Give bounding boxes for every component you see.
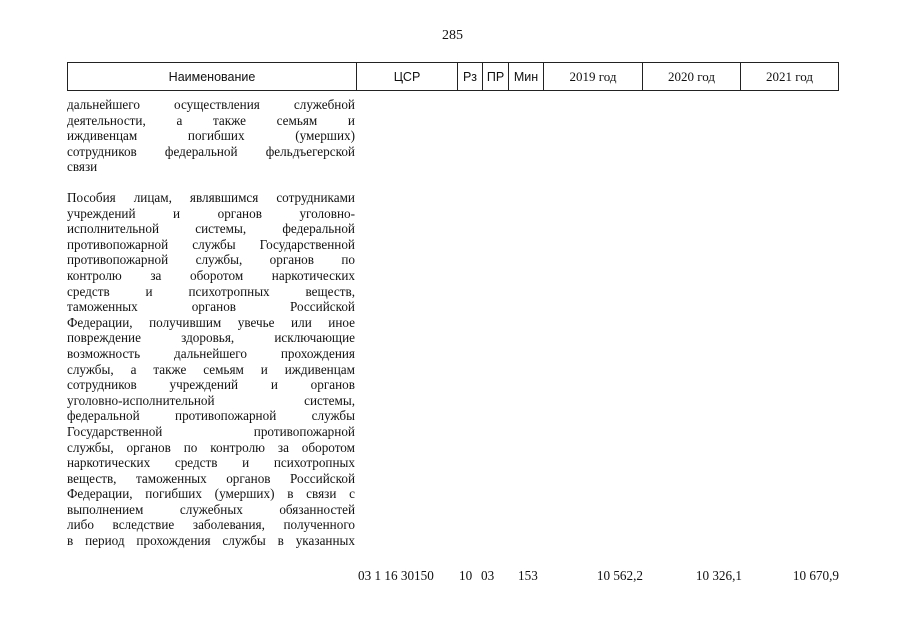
- text-line: деятельности, а также семьям и: [67, 112, 355, 128]
- text-line: иждивенцам погибших (умерших): [67, 128, 355, 144]
- text-line: таможенных органов Российской: [67, 299, 355, 315]
- text-line: связи: [67, 159, 98, 175]
- header-rz: Рз: [458, 63, 483, 90]
- row-rz: 10: [459, 568, 473, 583]
- header-2019: 2019 год: [544, 63, 643, 90]
- text-line: веществ, таможенных органов Российской: [67, 470, 355, 486]
- text-line: службы, органов по контролю за оборотом: [67, 439, 355, 455]
- row-min: 153: [518, 568, 538, 583]
- text-line: контролю за оборотом наркотических: [67, 267, 355, 283]
- text-line: возможность дальнейшего прохождения: [67, 345, 355, 361]
- text-line: сотрудников федеральной фельдъегерской: [67, 143, 355, 159]
- text-line: в период прохождения службы в указанных: [67, 533, 355, 549]
- row-value-2019: 10 562,2: [596, 568, 643, 583]
- text-line: средств и психотропных веществ,: [67, 283, 355, 299]
- text-line: федеральной противопожарной службы: [67, 408, 355, 424]
- text-line: Государственной противопожарной: [67, 423, 355, 439]
- text-line: службы, а также семьям и иждивенцам: [67, 361, 355, 377]
- text-line: либо вследствие заболевания, полученного: [67, 517, 355, 533]
- text-line: учреждений и органов уголовно-: [67, 205, 355, 221]
- row-value-2021: 10 670,9: [792, 568, 839, 583]
- name-paragraph-continuation: [67, 97, 355, 175]
- name-paragraph-benefits: [67, 190, 355, 549]
- row-pr: 03: [481, 568, 495, 583]
- text-line: сотрудников учреждений и органов: [67, 377, 355, 393]
- text-line: противопожарной службы Государственной: [67, 236, 355, 252]
- page-number: 285: [442, 28, 463, 43]
- header-pr: ПР: [483, 63, 509, 90]
- row-value-2020: 10 326,1: [695, 568, 742, 583]
- text-line: повреждение здоровья, исключающие: [67, 330, 355, 346]
- header-min: Мин: [509, 63, 544, 90]
- text-line: дальнейшего осуществления служебной: [67, 97, 355, 112]
- text-line: Федерации, погибших (умерших) в связи с: [67, 486, 355, 502]
- text-line: противопожарной службы, органов по: [67, 252, 355, 268]
- row-csr: 03 1 16 30150: [358, 568, 434, 583]
- header-2021: 2021 год: [766, 68, 813, 84]
- header-csr: ЦСР: [357, 63, 458, 90]
- text-line: выполнением служебных обязанностей: [67, 501, 355, 517]
- text-line: исполнительной системы, федеральной: [67, 221, 355, 237]
- header-name: Наименование: [68, 63, 357, 90]
- header-2020: 2020 год: [643, 63, 741, 90]
- text-line: Пособия лицам, являвшимся сотрудниками: [67, 190, 355, 205]
- text-line: уголовно-исполнительной системы,: [67, 392, 355, 408]
- text-line: наркотических средств и психотропных: [67, 455, 355, 471]
- table-header: [67, 62, 839, 91]
- text-line: Федерации, получившим увечье или иное: [67, 314, 355, 330]
